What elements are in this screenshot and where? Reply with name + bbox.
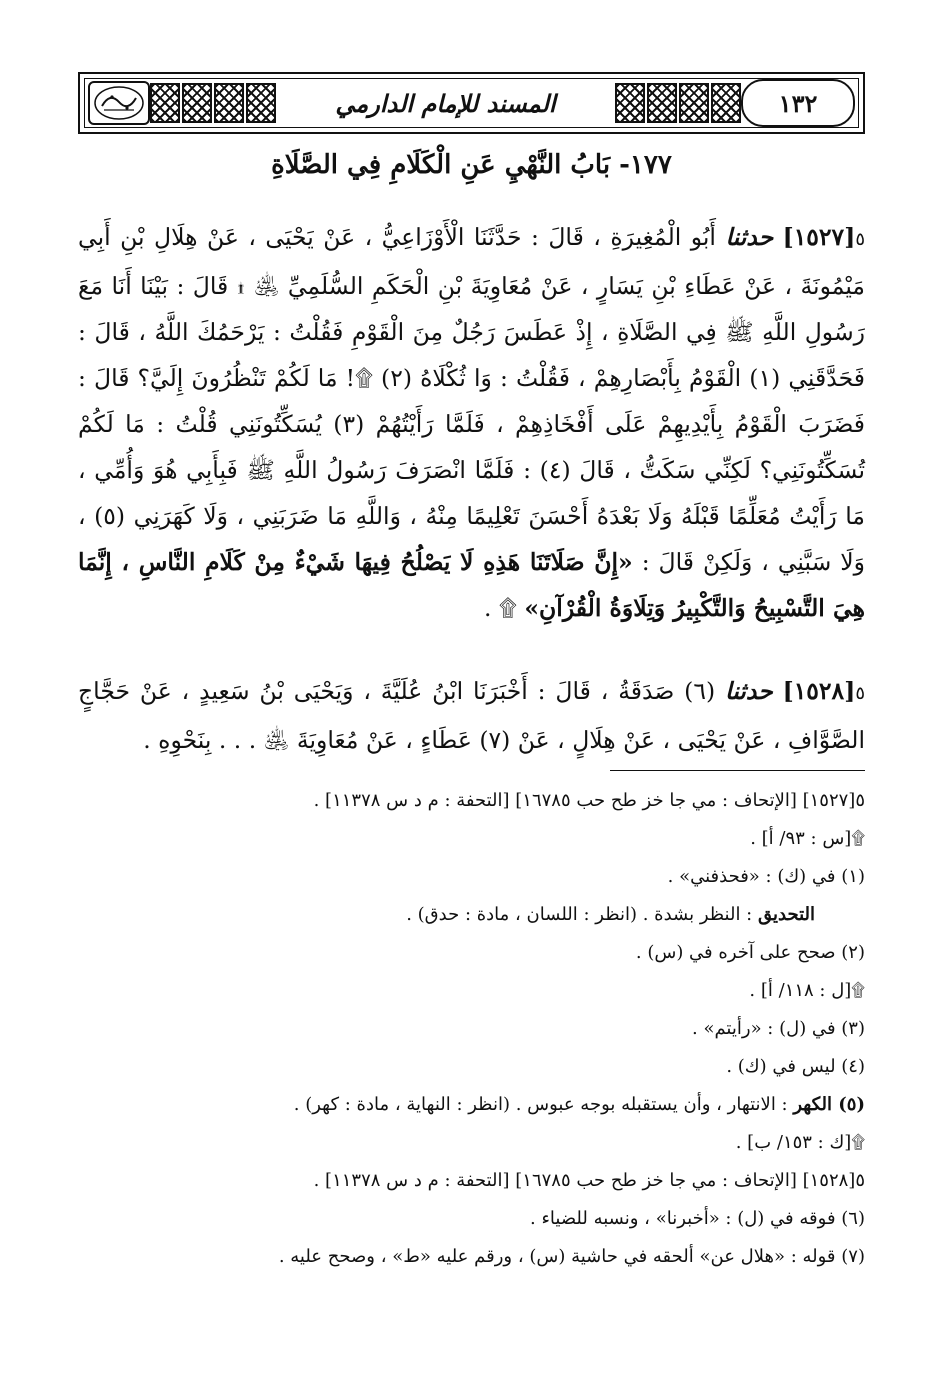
book-title: المسند للإمام الدارمي: [335, 88, 556, 118]
ornament-left: [150, 81, 276, 125]
footnote: [78, 1048, 865, 1086]
footnote-text: : النظر بشدة . (انظر : اللسان ، مادة : حدق) .: [406, 904, 753, 925]
footnote-separator: [610, 770, 865, 771]
knot-ornament-icon: [615, 83, 645, 123]
hadith-lead-word: حدثنا: [725, 677, 773, 705]
footnote-text: ٥[١٥٢٧] [الإتحاف : مي جا خز طح حب ١٦٧٨٥] [التحفة : م د س ١١٣٧٨] .: [313, 790, 865, 811]
footnote: [78, 820, 865, 858]
footnote-text: : الانتهار ، وأن يستقبله بوجه عبوس . (انظر : النهاية ، مادة : كهر) .: [293, 1094, 788, 1115]
calligraphy-seal-icon: [88, 81, 150, 125]
footnote-label: (٥) الكهر: [793, 1094, 865, 1115]
hadith-tail: ۩ .: [484, 594, 517, 622]
footnote-label: التحديق: [757, 904, 815, 925]
knot-ornament-icon: [150, 83, 180, 123]
footnote-text: (٣) في (ل) : «رأيتم» .: [692, 1018, 865, 1039]
footnote-text: (١) في (ك) : «فحذفني» .: [667, 866, 865, 887]
footnote: [78, 1010, 865, 1048]
knot-ornament-icon: [647, 83, 677, 123]
footnote-text: ۩[ل : ١١٨/ أ] .: [749, 980, 865, 1001]
hadith-1528: [78, 668, 865, 763]
chapter-title: ١٧٧- بَابُ النَّهْيِ عَنِ الْكَلَامِ فِي الصَّلَاةِ: [271, 150, 672, 180]
footnote-text: ٥[١٥٢٨] [الإتحاف : مي جا خز طح حب ١٦٧٨٥] [التحفة : م د س ١١٣٧٨] .: [313, 1170, 865, 1191]
footnote: [78, 1124, 865, 1162]
footnote: [78, 1200, 865, 1238]
footnote: [78, 782, 865, 820]
hadith-quote: «إِنَّ صَلَاتَنَا هَذِهِ لَا يَصْلُحُ فِيهَا شَيْءٌ مِنْ كَلَامِ النَّاسِ ، إِنَّمَا هِيَ التَّسْبِيحُ وَالتَّكْبِيرُ وَتِلَاوَةُ الْقُرْآنِ»: [78, 548, 865, 622]
knot-ornament-icon: [246, 83, 276, 123]
footnote-text: (٤) ليس في (ك) .: [726, 1056, 865, 1077]
hadith-marker: ٥: [855, 229, 865, 250]
footnote-text: ۩[ك : ١٥٣/ ب] .: [735, 1132, 865, 1153]
footnote-text: ۩[س : ٩٣/ أ] .: [750, 828, 865, 849]
footnote: [78, 896, 865, 934]
knot-ornament-icon: [214, 83, 244, 123]
page-header: [78, 72, 865, 134]
seal-emblem-icon: [92, 84, 146, 122]
footnote: [78, 1086, 865, 1124]
hadith-number: [١٥٢٨]: [782, 677, 856, 705]
hadith-number: [١٥٢٧]: [782, 223, 856, 251]
footnotes: [78, 782, 865, 1276]
hadith-lead-word: حدثنا: [725, 223, 774, 251]
page-number: ١٣٢: [741, 79, 855, 127]
hadith-1527: [78, 214, 865, 631]
footnote-text: (٢) صحح على آخره في (س) .: [635, 942, 865, 963]
footnote: [78, 1162, 865, 1200]
footnote-text: (٦) فوقه في (ل) : «أخبرنا» ، ونسبه للضياء .: [530, 1208, 865, 1229]
footnote-text: (٧) قوله : «هلال عن» ألحقه في حاشية (س) ، ورقم عليه «ط» ، وصحح عليه .: [278, 1246, 865, 1267]
footnote: [78, 934, 865, 972]
knot-ornament-icon: [711, 83, 741, 123]
footnote: [78, 972, 865, 1010]
hadith-text: أَبُو الْمُغِيرَةِ ، قَالَ : حَدَّثَنَا الْأَوْزَاعِيُّ ، عَنْ يَحْيَى ، عَنْ هِلَالِ بْنِ أَبِي مَيْمُونَةَ ، عَنْ عَطَاءِ بْنِ يَسَارٍ ، عَنْ مُعَاوِيَةَ بْنِ الْحَكَمِ السُّلَمِيِّ ﵁ ۩ قَالَ : بَيْنَا أَنَا مَعَ رَسُولِ اللَّهِ ﷺ فِي الصَّلَاةِ ، إِذْ عَطَسَ رَجُلٌ مِنَ الْقَوْمِ فَقُلْتُ : يَرْحَمُكَ اللَّهُ ، قَالَ : فَحَدَّقَنِي (١) الْقَوْمُ بِأَبْصَارِهِمْ ، فَقُلْتُ : وَا ثُكْلَاهُ (٢) ۩! مَا لَكُمْ تَنْظُرُونَ إِلَيَّ؟ قَالَ : فَضَرَبَ الْقَوْمُ بِأَيْدِيهِمْ عَلَى أَفْخَاذِهِمْ ، فَلَمَّا رَأَيْتُهُمْ (٣) يُسَكِّتُونَنِي قُلْتُ : مَا لَكُمْ تُسَكِّتُونَنِي؟ لَكِنِّي سَكَتُّ ، قَالَ (٤) : فَلَمَّا انْصَرَفَ رَسُولُ اللَّهِ ﷺ فَبِأَبِي هُوَ وَأُمِّي ، مَا رَأَيْتُ مُعَلِّمًا قَبْلَهُ وَلَا بَعْدَهُ أَحْسَنَ تَعْلِيمًا مِنْهُ ، وَاللَّهِ مَا ضَرَبَنِي ، وَلَا كَهَرَنِي (٥) ، وَلَا سَبَّنِي ، وَلَكِنْ قَالَ :: [78, 223, 866, 576]
knot-ornament-icon: [679, 83, 709, 123]
hadith-text: (٦) صَدَقَةُ ، قَالَ : أَخْبَرَنَا ابْنُ عُلَيَّةَ ، وَيَحْيَى بْنُ سَعِيدٍ ، عَنْ حَجَّاجٍ الصَّوَّافِ ، عَنْ يَحْيَى ، عَنْ هِلَالٍ ، عَنْ (٧) عَطَاءٍ ، عَنْ مُعَاوِيَةَ ﵁ . . . بِنَحْوِهِ .: [78, 677, 865, 754]
footnote: [78, 858, 865, 896]
knot-ornament-icon: [182, 83, 212, 123]
footnote: [78, 1238, 865, 1276]
ornament-right: [615, 81, 741, 125]
hadith-marker: ٥: [855, 683, 865, 704]
